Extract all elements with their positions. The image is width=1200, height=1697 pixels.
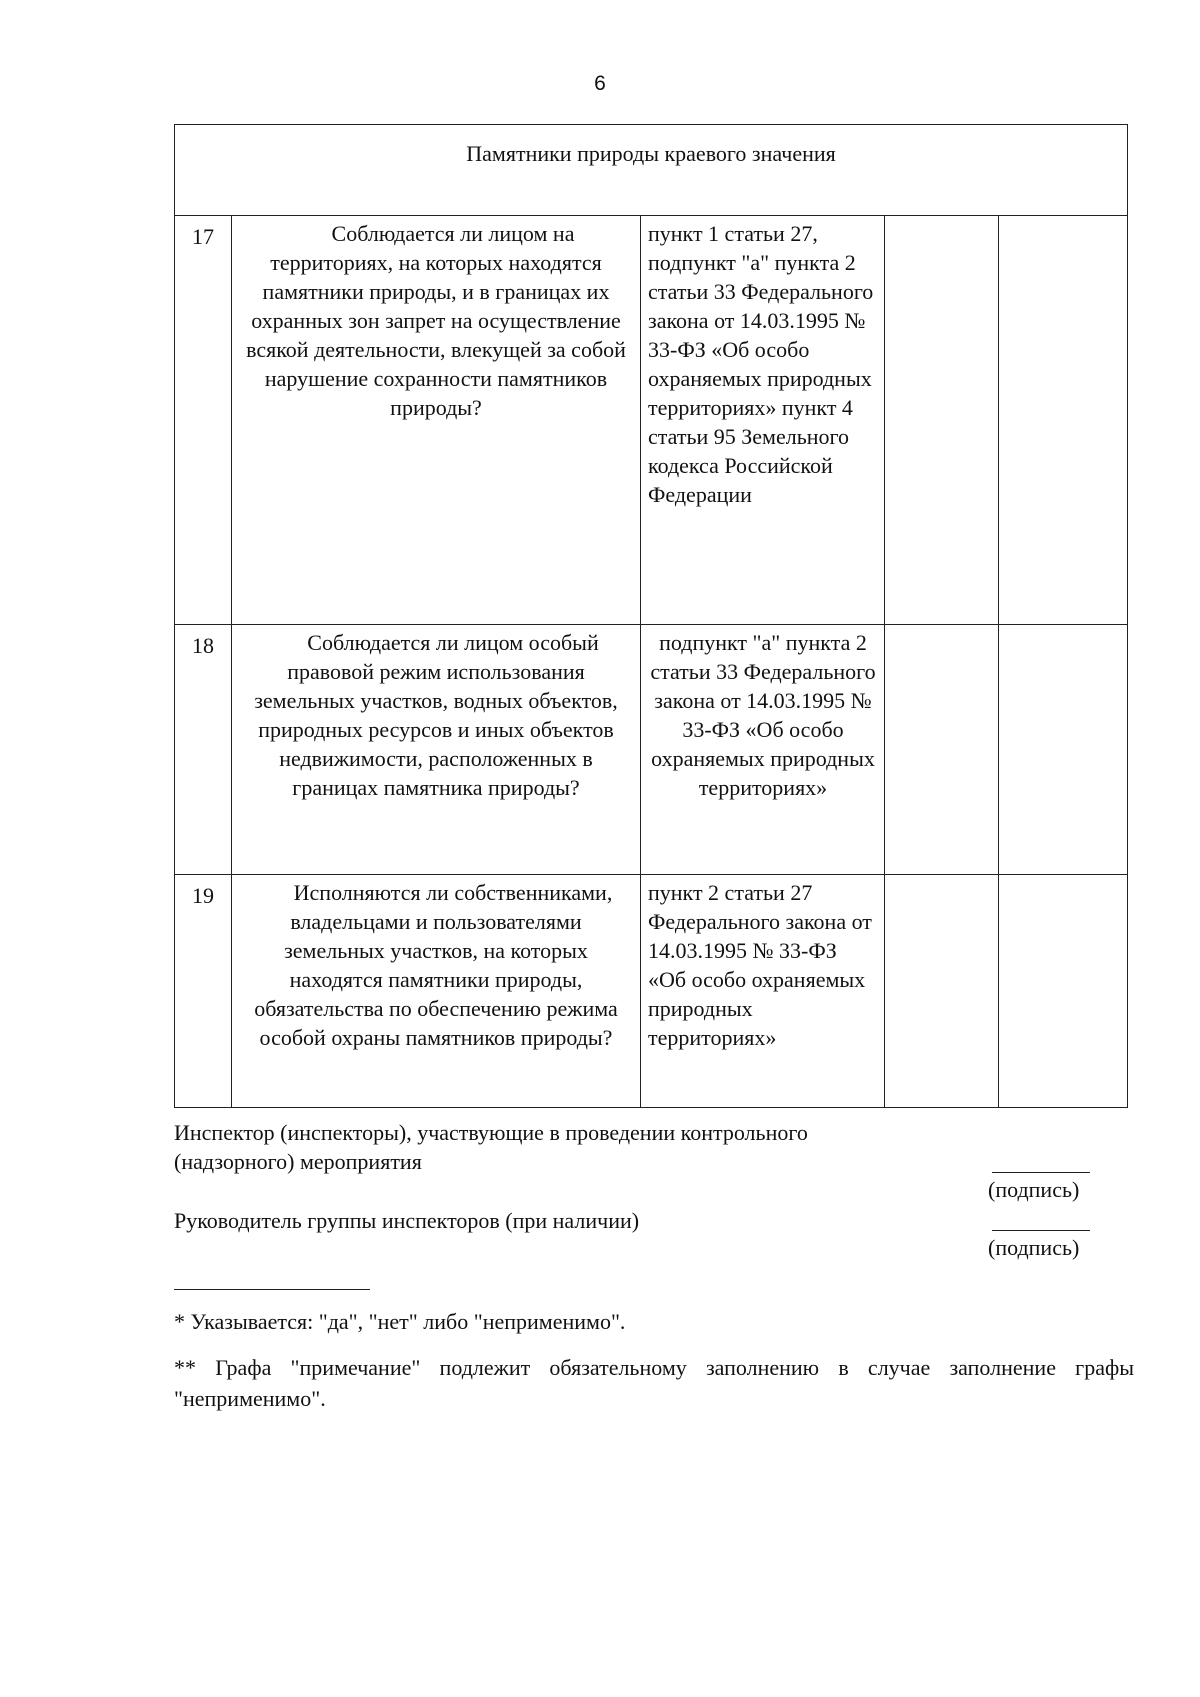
note-cell[interactable] (999, 625, 1128, 875)
question-text: Соблюдается ли лицом особый правовой режим использования земельных участков, водных объектов, природных ресурсов и иных объектов недвижимости, расположенных в границах памятника природы? (254, 630, 618, 800)
leader-label: Руководитель группы инспекторов (при наличии) (174, 1208, 640, 1233)
row-number: 17 (175, 216, 232, 625)
inspectors-signature-line[interactable] (992, 1172, 1090, 1173)
table-row (175, 625, 1128, 875)
section-header-row (175, 125, 1128, 216)
inspectors-label: Инспектор (инспекторы), участвующие в проведении контрольного (надзорного) мероприятия (174, 1120, 808, 1174)
table-row (175, 216, 1128, 625)
answer-cell[interactable] (885, 875, 999, 1108)
legal-basis: пункт 2 статьи 27 Федерального закона от 14.03.1995 № 33-ФЗ «Об особо охраняемых природных территориях» (641, 875, 885, 1108)
footnote-divider (174, 1289, 370, 1290)
page-number: 6 (594, 72, 606, 95)
section-header: Памятники природы краевого значения (466, 141, 836, 166)
inspectors-signature-caption: (подпись) (988, 1177, 1080, 1202)
question-text: Соблюдается ли лицом на территориях, на которых находятся памятники природы, и в границах их охранных зон запрет на осуществление всякой деятельности, влекущей за собой нарушение сохранности памятников природы? (246, 221, 626, 420)
question-text: Исполняются ли собственниками, владельцами и пользователями земельных участков, на которых находятся памятники природы, обязательства по обеспечению режима особой охраны памятников природы? (254, 880, 618, 1050)
checklist-table (174, 124, 1128, 1108)
leader-signature-caption: (подпись) (988, 1235, 1080, 1260)
note-cell[interactable] (999, 216, 1128, 625)
question-cell (232, 625, 641, 875)
footnote-2: ** Графа "примечание" подлежит обязательному заполнению в случае заполнение графы "неприменимо". (174, 1355, 1134, 1411)
legal-basis: подпункт "а" пункта 2 статьи 33 Федерального закона от 14.03.1995 № 33-ФЗ «Об особо охраняемых природных территориях» (641, 625, 885, 875)
answer-cell[interactable] (885, 625, 999, 875)
legal-basis: пункт 1 статьи 27, подпункт "а" пункта 2 статьи 33 Федерального закона от 14.03.1995 № 33-ФЗ «Об особо охраняемых природных территориях» пункт 4 статьи 95 Земельного кодекса Российской Федерации (641, 216, 885, 625)
answer-cell[interactable] (885, 216, 999, 625)
section-header-cell (175, 125, 1128, 216)
row-number: 19 (175, 875, 232, 1108)
table-row (175, 875, 1128, 1108)
question-cell (232, 875, 641, 1108)
note-cell[interactable] (999, 875, 1128, 1108)
footnote-1: * Указывается: "да", "нет" либо "неприменимо". (174, 1309, 626, 1334)
leader-signature-line[interactable] (992, 1230, 1090, 1231)
question-cell (232, 216, 641, 625)
row-number: 18 (175, 625, 232, 875)
